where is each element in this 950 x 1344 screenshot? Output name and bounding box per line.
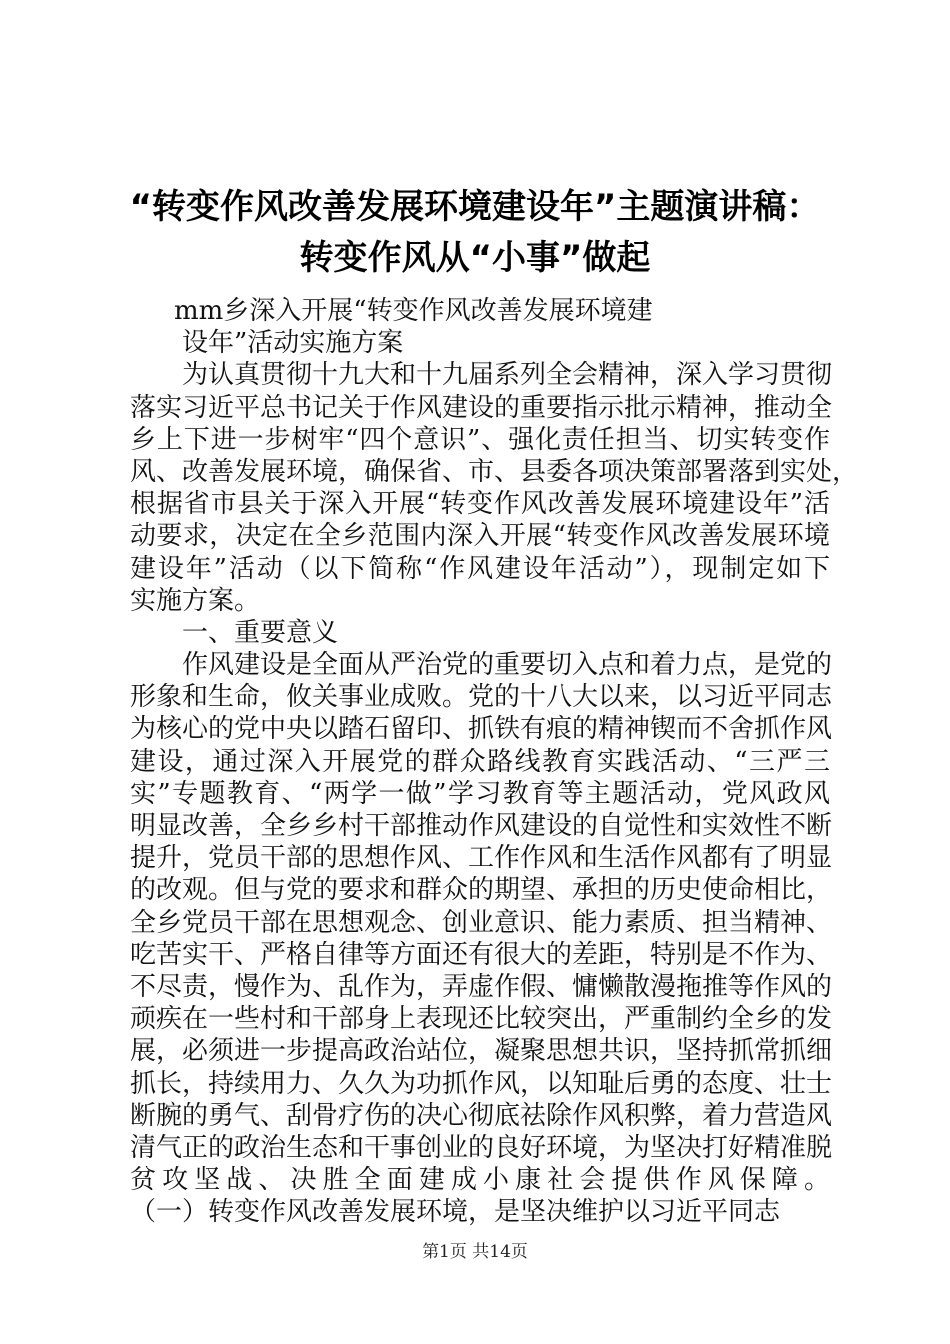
body-line: 为核心的党中央以踏石留印、抓铁有痕的精神锲而不舍抓作风 [130,714,833,745]
body-line: mm乡深入开展“转变作风改善发展环境建 [174,296,653,326]
body-line: 断腕的勇气、刮骨疗伤的决心彻底祛除作风积弊，着力营造风 [130,1100,833,1131]
body-line: 建设，通过深入开展党的群众路线教育实践活动、“三严三 [130,746,830,777]
document-body [130,295,859,1261]
body-line: 乡上下进一步树牢“四个意识”、强化责任担当、切实转变作 [130,424,830,455]
body-line: 抓长，持续用力、久久为功抓作风，以知耻后勇的态度、壮士 [130,1068,833,1099]
body-line: 顽疾在一些村和干部身上表现还比较突出，严重制约全乡的发 [130,1004,833,1035]
body-line: 根据省市县关于深入开展“转变作风改善发展环境建设年”活 [130,489,830,520]
body-line: 设年”活动实施方案 [182,328,404,359]
body-line: 动要求，决定在全乡范围内深入开展“转变作风改善发展环境 [130,521,830,552]
body-line: 的改观。但与党的要求和群众的期望、承担的历史使命相比， [130,875,833,906]
body-line: 形象和生命，攸关事业成败。党的十八大以来，以习近平同志 [130,682,833,713]
body-line: 清气正的政治生态和干事创业的良好环境，为坚决打好精准脱 [130,1132,833,1163]
body-line: 贫攻坚战、决胜全面建成小康社会提供作风保障。 [130,1165,830,1196]
document-title-line-2: 转变作风从“小事”做起 [299,238,651,278]
body-line: 风、改善发展环境，确保省、市、县委各项决策部署落到实处， [130,456,859,487]
body-line: 吃苦实干、严格自律等方面还有很大的差距，特别是不作为、 [130,939,833,970]
body-line: 展，必须进一步提高政治站位，凝聚思想共识，坚持抓常抓细 [130,1036,833,1067]
body-line: （一）转变作风改善发展环境，是坚决维护以习近平同志 [130,1197,781,1228]
body-line: 明显改善，全乡乡村干部推动作风建设的自觉性和实效性不断 [130,811,833,841]
document-title-line-1: “转变作风改善发展环境建设年”主题演讲稿： [129,187,821,227]
section-heading: 一、重要意义 [182,617,339,648]
body-line: 全乡党员干部在思想观念、创业意识、能力素质、担当精神、 [130,907,833,938]
body-line: 不尽责，慢作为、乱作为，弄虚作假、慵懒散漫拖推等作风的 [130,971,833,1002]
body-line: 落实习近平总书记关于作风建设的重要指示批示精神，推动全 [130,392,833,423]
body-line: 为认真贯彻十九大和十九届系列全会精神，深入学习贯彻 [182,360,833,391]
body-line: 提升，党员干部的思想作风、工作作风和生活作风都有了明显 [130,843,833,874]
body-line: 实施方案。 [130,585,261,616]
body-line: 建设年”活动（以下简称“作风建设年活动”），现制定如下 [130,553,830,584]
body-line: 实”专题教育、“两学一做”学习教育等主题活动，党风政风 [130,778,830,809]
page-number-footer: 第1页 共14页 [422,1242,528,1262]
body-line: 作风建设是全面从严治党的重要切入点和着力点，是党的 [182,650,833,681]
